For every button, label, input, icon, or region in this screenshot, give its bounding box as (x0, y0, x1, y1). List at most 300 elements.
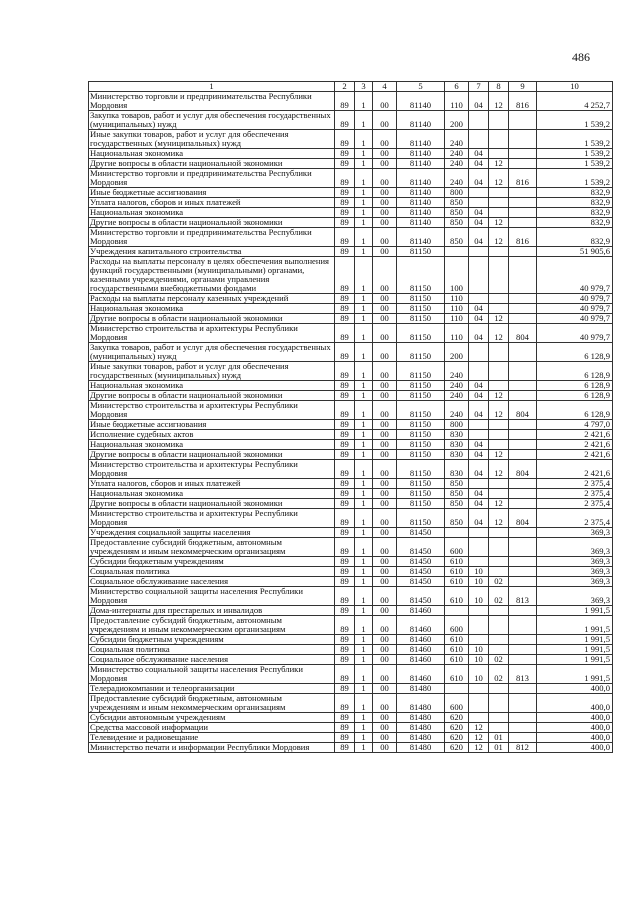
row-code-4: 00 (373, 294, 397, 304)
row-amount: 832,9 (537, 218, 613, 228)
row-name: Предоставление субсидий бюджетным, автономным учреждениям и иным некоммерческим организациям (89, 616, 335, 635)
row-ministry-code (509, 606, 537, 616)
row-amount: 1 991,5 (537, 616, 613, 635)
row-expense-type: 620 (445, 723, 469, 733)
row-section: 04 (469, 499, 489, 509)
row-target-code: 81150 (397, 247, 445, 257)
row-code-3: 1 (355, 198, 373, 208)
row-name: Закупка товаров, работ и услуг для обеспечения государственных (муниципальных) нужд (89, 111, 335, 130)
row-expense-type: 830 (445, 450, 469, 460)
table-row (89, 228, 613, 247)
row-code-2: 89 (335, 723, 355, 733)
row-code-3: 1 (355, 645, 373, 655)
row-code-2: 89 (335, 304, 355, 314)
row-expense-type: 620 (445, 713, 469, 723)
row-name: Другие вопросы в области национальной экономики (89, 314, 335, 324)
row-amount: 2 421,6 (537, 440, 613, 450)
row-code-3: 1 (355, 188, 373, 198)
row-code-3: 1 (355, 538, 373, 557)
row-code-2: 89 (335, 635, 355, 645)
row-ministry-code (509, 616, 537, 635)
row-code-2: 89 (335, 401, 355, 420)
row-code-4: 00 (373, 616, 397, 635)
row-expense-type: 610 (445, 567, 469, 577)
row-subsection (489, 538, 509, 557)
row-target-code: 81460 (397, 645, 445, 655)
row-section: 10 (469, 577, 489, 587)
row-code-2: 89 (335, 343, 355, 362)
row-name: Иные закупки товаров, работ и услуг для обеспечения государственных (муниципальных) нужд (89, 130, 335, 149)
row-code-4: 00 (373, 149, 397, 159)
row-code-4: 00 (373, 304, 397, 314)
row-ministry-code (509, 733, 537, 743)
row-ministry-code: 813 (509, 665, 537, 684)
row-target-code: 81140 (397, 218, 445, 228)
row-expense-type: 240 (445, 159, 469, 169)
row-code-2: 89 (335, 479, 355, 489)
table-row (89, 713, 613, 723)
row-target-code: 81460 (397, 665, 445, 684)
row-code-2: 89 (335, 198, 355, 208)
row-section (469, 713, 489, 723)
row-amount: 369,3 (537, 557, 613, 567)
row-amount: 832,9 (537, 208, 613, 218)
row-target-code: 81450 (397, 567, 445, 577)
row-code-2: 89 (335, 159, 355, 169)
row-ministry-code (509, 304, 537, 314)
row-target-code: 81150 (397, 401, 445, 420)
row-code-2: 89 (335, 499, 355, 509)
row-ministry-code (509, 294, 537, 304)
row-target-code: 81450 (397, 577, 445, 587)
row-subsection (489, 343, 509, 362)
row-code-3: 1 (355, 228, 373, 247)
row-code-3: 1 (355, 743, 373, 753)
row-amount: 1 991,5 (537, 635, 613, 645)
row-section: 10 (469, 587, 489, 606)
row-target-code: 81480 (397, 713, 445, 723)
row-ministry-code (509, 489, 537, 499)
row-code-4: 00 (373, 188, 397, 198)
row-amount: 1 991,5 (537, 645, 613, 655)
row-subsection: 02 (489, 577, 509, 587)
row-subsection: 02 (489, 655, 509, 665)
row-code-4: 00 (373, 723, 397, 733)
row-name: Иные бюджетные ассигнования (89, 188, 335, 198)
row-amount: 4 252,7 (537, 92, 613, 111)
row-code-2: 89 (335, 655, 355, 665)
row-code-2: 89 (335, 314, 355, 324)
row-code-4: 00 (373, 401, 397, 420)
row-code-2: 89 (335, 381, 355, 391)
row-subsection: 12 (489, 509, 509, 528)
row-code-2: 89 (335, 489, 355, 499)
row-amount: 832,9 (537, 188, 613, 198)
row-code-4: 00 (373, 111, 397, 130)
row-expense-type: 850 (445, 479, 469, 489)
row-name: Другие вопросы в области национальной экономики (89, 499, 335, 509)
row-name: Министерство строительства и архитектуры Республики Мордовия (89, 324, 335, 343)
row-ministry-code (509, 538, 537, 557)
row-code-3: 1 (355, 218, 373, 228)
row-subsection: 12 (489, 218, 509, 228)
row-expense-type: 110 (445, 304, 469, 314)
row-code-4: 00 (373, 665, 397, 684)
row-name: Национальная экономика (89, 381, 335, 391)
table-row (89, 645, 613, 655)
row-code-4: 00 (373, 257, 397, 294)
row-section: 04 (469, 391, 489, 401)
row-ministry-code (509, 257, 537, 294)
row-expense-type: 110 (445, 92, 469, 111)
row-amount: 1 539,2 (537, 130, 613, 149)
row-code-2: 89 (335, 130, 355, 149)
row-code-4: 00 (373, 684, 397, 694)
row-ministry-code (509, 645, 537, 655)
row-code-4: 00 (373, 499, 397, 509)
row-code-4: 00 (373, 577, 397, 587)
row-code-4: 00 (373, 509, 397, 528)
row-subsection (489, 208, 509, 218)
row-code-3: 1 (355, 314, 373, 324)
row-code-4: 00 (373, 391, 397, 401)
row-code-4: 00 (373, 645, 397, 655)
row-expense-type: 850 (445, 499, 469, 509)
column-header-7: 7 (469, 82, 489, 92)
row-code-4: 00 (373, 635, 397, 645)
row-section: 12 (469, 723, 489, 733)
row-code-2: 89 (335, 257, 355, 294)
row-code-4: 00 (373, 694, 397, 713)
row-subsection (489, 188, 509, 198)
row-code-3: 1 (355, 362, 373, 381)
row-amount: 1 991,5 (537, 665, 613, 684)
row-ministry-code (509, 694, 537, 713)
row-expense-type: 600 (445, 538, 469, 557)
row-expense-type: 610 (445, 587, 469, 606)
row-target-code: 81150 (397, 420, 445, 430)
row-amount: 369,3 (537, 577, 613, 587)
row-code-2: 89 (335, 324, 355, 343)
row-expense-type: 200 (445, 343, 469, 362)
table-row (89, 343, 613, 362)
row-code-2: 89 (335, 538, 355, 557)
row-code-2: 89 (335, 92, 355, 111)
table-row (89, 218, 613, 228)
row-subsection: 12 (489, 401, 509, 420)
row-name: Учреждения капитального строительства (89, 247, 335, 257)
row-target-code: 81150 (397, 314, 445, 324)
row-expense-type: 240 (445, 362, 469, 381)
row-code-3: 1 (355, 440, 373, 450)
row-code-4: 00 (373, 343, 397, 362)
row-expense-type: 850 (445, 509, 469, 528)
row-code-2: 89 (335, 528, 355, 538)
row-name: Уплата налогов, сборов и иных платежей (89, 198, 335, 208)
row-code-2: 89 (335, 208, 355, 218)
row-subsection (489, 528, 509, 538)
row-name: Министерство торговли и предпринимательства Республики Мордовия (89, 169, 335, 188)
row-ministry-code (509, 713, 537, 723)
row-code-4: 00 (373, 450, 397, 460)
row-target-code: 81140 (397, 188, 445, 198)
row-amount: 2 375,4 (537, 499, 613, 509)
row-ministry-code: 816 (509, 228, 537, 247)
row-code-2: 89 (335, 450, 355, 460)
row-subsection (489, 645, 509, 655)
column-header-10: 10 (537, 82, 613, 92)
row-expense-type: 850 (445, 228, 469, 247)
row-subsection (489, 247, 509, 257)
row-code-3: 1 (355, 391, 373, 401)
row-code-4: 00 (373, 713, 397, 723)
row-code-4: 00 (373, 169, 397, 188)
row-code-2: 89 (335, 567, 355, 577)
row-name: Другие вопросы в области национальной экономики (89, 391, 335, 401)
row-code-3: 1 (355, 401, 373, 420)
row-expense-type: 850 (445, 218, 469, 228)
row-name: Субсидии автономным учреждениям (89, 713, 335, 723)
table-row (89, 430, 613, 440)
row-expense-type: 240 (445, 381, 469, 391)
row-ministry-code (509, 577, 537, 587)
row-name: Иные бюджетные ассигнования (89, 420, 335, 430)
row-section: 04 (469, 314, 489, 324)
row-section (469, 111, 489, 130)
row-subsection (489, 606, 509, 616)
row-name: Министерство строительства и архитектуры Республики Мордовия (89, 460, 335, 479)
row-subsection: 12 (489, 159, 509, 169)
row-code-3: 1 (355, 450, 373, 460)
row-code-4: 00 (373, 324, 397, 343)
row-target-code: 81460 (397, 655, 445, 665)
row-subsection (489, 684, 509, 694)
row-subsection: 02 (489, 665, 509, 684)
row-expense-type: 610 (445, 665, 469, 684)
row-target-code: 81480 (397, 684, 445, 694)
row-code-2: 89 (335, 606, 355, 616)
row-target-code: 81450 (397, 587, 445, 606)
row-code-3: 1 (355, 420, 373, 430)
table-row (89, 440, 613, 450)
row-subsection: 12 (489, 499, 509, 509)
row-name: Учреждения социальной защиты населения (89, 528, 335, 538)
row-target-code: 81150 (397, 381, 445, 391)
row-amount: 2 421,6 (537, 450, 613, 460)
row-amount: 369,3 (537, 567, 613, 577)
row-code-3: 1 (355, 304, 373, 314)
row-name: Расходы на выплаты персоналу казенных учреждений (89, 294, 335, 304)
row-code-3: 1 (355, 713, 373, 723)
row-section (469, 343, 489, 362)
row-amount: 400,0 (537, 713, 613, 723)
row-ministry-code (509, 440, 537, 450)
row-expense-type: 850 (445, 208, 469, 218)
row-code-2: 89 (335, 149, 355, 159)
row-target-code: 81140 (397, 111, 445, 130)
row-code-3: 1 (355, 616, 373, 635)
row-expense-type: 610 (445, 635, 469, 645)
row-code-3: 1 (355, 381, 373, 391)
table-row (89, 149, 613, 159)
row-ministry-code: 812 (509, 743, 537, 753)
row-section: 10 (469, 655, 489, 665)
row-subsection (489, 557, 509, 567)
row-expense-type: 850 (445, 198, 469, 208)
row-name: Национальная экономика (89, 304, 335, 314)
row-section (469, 247, 489, 257)
row-ministry-code: 804 (509, 324, 537, 343)
row-code-3: 1 (355, 694, 373, 713)
row-code-4: 00 (373, 567, 397, 577)
row-name: Иные закупки товаров, работ и услуг для обеспечения государственных (муниципальных) нужд (89, 362, 335, 381)
row-code-3: 1 (355, 567, 373, 577)
row-target-code: 81150 (397, 391, 445, 401)
row-code-3: 1 (355, 528, 373, 538)
row-subsection: 12 (489, 92, 509, 111)
row-subsection (489, 130, 509, 149)
row-subsection (489, 567, 509, 577)
row-amount: 400,0 (537, 733, 613, 743)
row-section: 10 (469, 567, 489, 577)
row-section: 04 (469, 169, 489, 188)
row-section (469, 479, 489, 489)
row-amount: 1 539,2 (537, 159, 613, 169)
row-section (469, 528, 489, 538)
table-row (89, 577, 613, 587)
row-expense-type: 110 (445, 324, 469, 343)
row-code-2: 89 (335, 733, 355, 743)
row-ministry-code (509, 111, 537, 130)
row-target-code: 81450 (397, 528, 445, 538)
row-code-3: 1 (355, 557, 373, 567)
row-section: 04 (469, 489, 489, 499)
column-header-1: 1 (89, 82, 335, 92)
row-ministry-code (509, 198, 537, 208)
row-name: Социальная политика (89, 645, 335, 655)
row-target-code: 81140 (397, 92, 445, 111)
row-section: 04 (469, 218, 489, 228)
row-ministry-code (509, 557, 537, 567)
table-row (89, 479, 613, 489)
row-code-3: 1 (355, 733, 373, 743)
row-target-code: 81150 (397, 460, 445, 479)
row-code-4: 00 (373, 538, 397, 557)
table-row (89, 420, 613, 430)
row-name: Субсидии бюджетным учреждениям (89, 635, 335, 645)
row-code-4: 00 (373, 479, 397, 489)
row-code-3: 1 (355, 509, 373, 528)
row-expense-type: 800 (445, 420, 469, 430)
table-row (89, 538, 613, 557)
table-row (89, 304, 613, 314)
row-code-2: 89 (335, 111, 355, 130)
table-body (89, 92, 613, 753)
row-code-4: 00 (373, 228, 397, 247)
row-target-code: 81140 (397, 228, 445, 247)
row-section: 04 (469, 324, 489, 343)
row-amount: 832,9 (537, 198, 613, 208)
row-subsection (489, 489, 509, 499)
row-code-2: 89 (335, 228, 355, 247)
row-name: Национальная экономика (89, 149, 335, 159)
row-name: Социальная политика (89, 567, 335, 577)
row-amount: 4 797,0 (537, 420, 613, 430)
row-code-2: 89 (335, 665, 355, 684)
row-subsection (489, 381, 509, 391)
row-amount: 40 979,7 (537, 314, 613, 324)
row-section (469, 420, 489, 430)
row-amount: 2 421,6 (537, 430, 613, 440)
row-ministry-code (509, 149, 537, 159)
row-amount: 1 539,2 (537, 169, 613, 188)
row-expense-type: 240 (445, 149, 469, 159)
table-row (89, 606, 613, 616)
row-ministry-code (509, 567, 537, 577)
table-row (89, 567, 613, 577)
row-expense-type: 620 (445, 733, 469, 743)
row-amount: 369,3 (537, 528, 613, 538)
row-code-3: 1 (355, 257, 373, 294)
table-row (89, 733, 613, 743)
column-header-9: 9 (509, 82, 537, 92)
row-target-code: 81480 (397, 694, 445, 713)
row-subsection (489, 294, 509, 304)
row-expense-type: 610 (445, 645, 469, 655)
table-row (89, 655, 613, 665)
row-code-4: 00 (373, 247, 397, 257)
row-code-4: 00 (373, 557, 397, 567)
row-code-3: 1 (355, 479, 373, 489)
row-subsection (489, 440, 509, 450)
row-section (469, 616, 489, 635)
page-number: 486 (572, 50, 590, 64)
row-ministry-code: 804 (509, 401, 537, 420)
table-row (89, 362, 613, 381)
row-amount: 40 979,7 (537, 324, 613, 343)
row-code-4: 00 (373, 430, 397, 440)
row-amount: 369,3 (537, 587, 613, 606)
row-amount: 2 375,4 (537, 479, 613, 489)
table-row (89, 208, 613, 218)
row-code-3: 1 (355, 130, 373, 149)
row-amount: 2 375,4 (537, 509, 613, 528)
row-code-3: 1 (355, 606, 373, 616)
row-name: Министерство строительства и архитектуры Республики Мордовия (89, 401, 335, 420)
table-row (89, 723, 613, 733)
row-amount: 51 905,6 (537, 247, 613, 257)
row-target-code: 81150 (397, 294, 445, 304)
row-subsection (489, 430, 509, 440)
row-section: 04 (469, 159, 489, 169)
row-expense-type: 800 (445, 188, 469, 198)
row-section: 10 (469, 665, 489, 684)
row-name: Другие вопросы в области национальной экономики (89, 159, 335, 169)
row-target-code: 81140 (397, 169, 445, 188)
row-section (469, 557, 489, 567)
row-code-2: 89 (335, 247, 355, 257)
row-target-code: 81150 (397, 509, 445, 528)
row-subsection (489, 635, 509, 645)
row-section (469, 198, 489, 208)
row-section: 04 (469, 440, 489, 450)
row-ministry-code: 816 (509, 92, 537, 111)
row-name: Другие вопросы в области национальной экономики (89, 218, 335, 228)
row-amount: 40 979,7 (537, 304, 613, 314)
row-section (469, 130, 489, 149)
table-header-row (89, 82, 613, 92)
row-name: Министерство печати и информации Республики Мордовия (89, 743, 335, 753)
